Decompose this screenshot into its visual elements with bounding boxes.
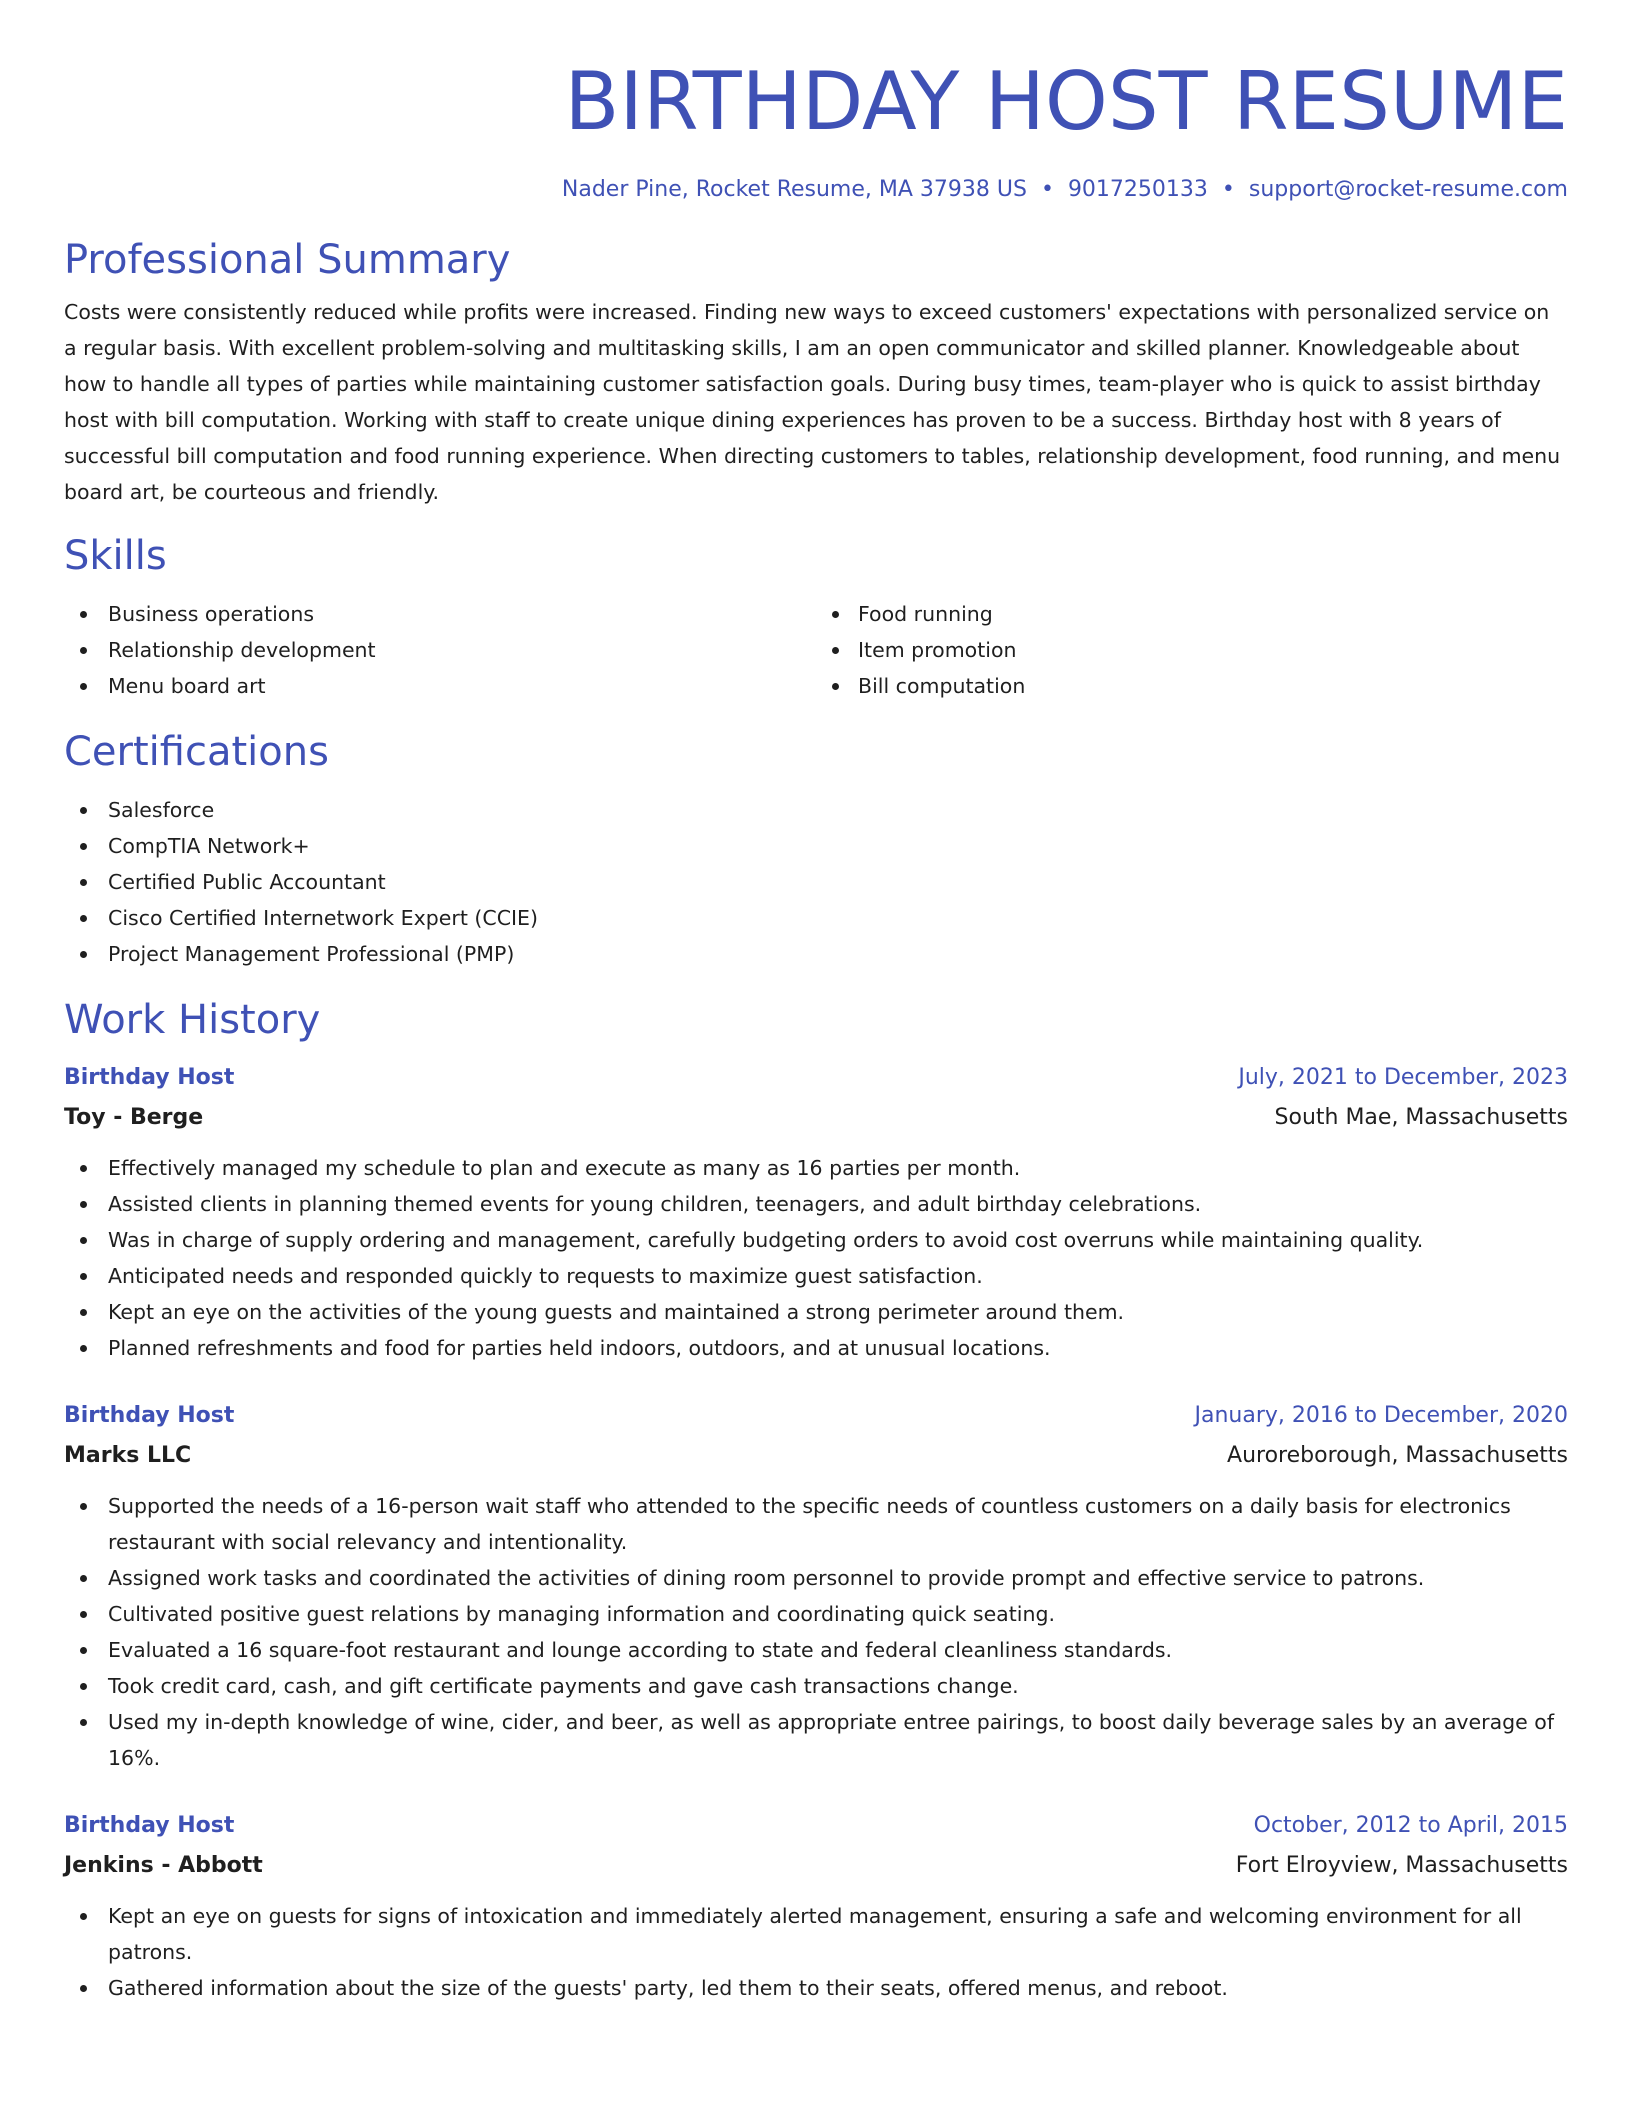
skills-column-right [816, 596, 1568, 704]
job-duty: Evaluated a 16 square-foot restaurant and lounge according to state and federal cleanliness standards. [64, 1632, 1568, 1668]
contact-email: support@rocket-resume.com [1248, 177, 1568, 202]
skills-section [64, 530, 1568, 704]
job-duty: Planned refreshments and food for parties held indoors, outdoors, and at unusual locations. [64, 1330, 1568, 1366]
skills-column-left [64, 596, 816, 704]
job-dates: January, 2016 to December, 2020 [1194, 1403, 1568, 1428]
resume-header [64, 0, 1568, 206]
certification-item: Project Management Professional (PMP) [64, 936, 1568, 972]
job-header [64, 1396, 1568, 1436]
job-duties [64, 1898, 1568, 2006]
job-duties [64, 1150, 1568, 1366]
job-dates: July, 2021 to December, 2023 [1238, 1065, 1568, 1090]
job-duties [64, 1488, 1568, 1776]
job-duty: Took credit card, cash, and gift certificate payments and gave cash transactions change. [64, 1668, 1568, 1704]
job-title: Birthday Host [64, 1065, 235, 1090]
job-duty: Cultivated positive guest relations by managing information and coordinating quick seating. [64, 1596, 1568, 1632]
job-header [64, 1806, 1568, 1846]
job-title: Birthday Host [64, 1813, 235, 1838]
skills-grid [64, 596, 1568, 704]
skills-heading: Skills [64, 533, 167, 579]
certification-item: CompTIA Network+ [64, 828, 1568, 864]
summary-heading: Professional Summary [64, 237, 511, 283]
job-location: Fort Elroyview, Massachusetts [1235, 1853, 1568, 1878]
job-subheader [64, 1436, 1568, 1476]
job-location: South Mae, Massachusetts [1274, 1105, 1568, 1130]
job-title: Birthday Host [64, 1403, 235, 1428]
job-entry [64, 1396, 1568, 1776]
job-duty: Gathered information about the size of the guests' party, led them to their seats, offered menus, and reboot. [64, 1970, 1568, 2006]
certification-item: Cisco Certified Internetwork Expert (CCIE) [64, 900, 1568, 936]
summary-text: Costs were consistently reduced while profits were increased. Finding new ways to exceed customers' expectations with personalized service on a regular basis. With excellent problem-solving and multitasking skills, I am an open communicator and skilled planner. Knowledgeable about how to handle all types of parties while maintaining customer satisfaction goals. During busy times, team-player who is quick to assist birthday host with bill computation. Working with staff to create unique dining experiences has proven to be a success. Birthday host with 8 years of successful bill computation and food running experience. When directing customers to tables, relationship development, food running, and menu board art, be courteous and friendly. [64, 300, 1561, 504]
job-duty: Assisted clients in planning themed events for young children, teenagers, and adult birthday celebrations. [64, 1186, 1568, 1222]
job-location: Auroreborough, Massachusetts [1227, 1443, 1568, 1468]
skill-item: Menu board art [64, 668, 816, 704]
certification-item: Salesforce [64, 792, 1568, 828]
certifications-section [64, 726, 1568, 972]
contact-address: Nader Pine, Rocket Resume, MA 37938 US [561, 177, 1027, 202]
summary-section [64, 234, 1568, 510]
contact-separator: • [1040, 177, 1054, 202]
certifications-heading: Certifications [64, 729, 329, 775]
job-company: Marks LLC [64, 1443, 192, 1468]
skill-item: Business operations [64, 596, 816, 632]
job-subheader [64, 1846, 1568, 1886]
job-entry [64, 1806, 1568, 2006]
certification-item: Certified Public Accountant [64, 864, 1568, 900]
job-dates: October, 2012 to April, 2015 [1253, 1813, 1568, 1838]
job-subheader [64, 1098, 1568, 1138]
skill-item: Food running [816, 596, 1568, 632]
job-duty: Used my in-depth knowledge of wine, cider, and beer, as well as appropriate entree pairings, to boost daily beverage sales by an average of 16%. [64, 1704, 1568, 1776]
contact-separator: • [1221, 177, 1235, 202]
job-header [64, 1058, 1568, 1098]
skill-item: Item promotion [816, 632, 1568, 668]
job-company: Jenkins - Abbott [64, 1853, 263, 1878]
job-duty: Effectively managed my schedule to plan and execute as many as 16 parties per month. [64, 1150, 1568, 1186]
job-duty: Anticipated needs and responded quickly to requests to maximize guest satisfaction. [64, 1258, 1568, 1294]
contact-phone: 9017250133 [1067, 177, 1208, 202]
work-history-heading: Work History [64, 997, 321, 1043]
job-company: Toy - Berge [64, 1105, 204, 1130]
certifications-list [64, 792, 1568, 972]
skill-item: Bill computation [816, 668, 1568, 704]
resume-title: BIRTHDAY HOST RESUME [564, 55, 1568, 148]
contact-line [64, 174, 1568, 206]
job-duty: Kept an eye on guests for signs of intoxication and immediately alerted management, ensuring a safe and welcoming environment for all patrons. [64, 1898, 1568, 1970]
job-duty: Was in charge of supply ordering and management, carefully budgeting orders to avoid cost overruns while maintaining quality. [64, 1222, 1568, 1258]
job-duty: Kept an eye on the activities of the young guests and maintained a strong perimeter around them. [64, 1294, 1568, 1330]
skill-item: Relationship development [64, 632, 816, 668]
job-duty: Assigned work tasks and coordinated the activities of dining room personnel to provide prompt and effective service to patrons. [64, 1560, 1568, 1596]
job-entry [64, 1058, 1568, 1366]
work-history-section [64, 994, 1568, 2006]
job-duty: Supported the needs of a 16-person wait staff who attended to the specific needs of countless customers on a daily basis for electronics restaurant with social relevancy and intentionality. [64, 1488, 1568, 1560]
